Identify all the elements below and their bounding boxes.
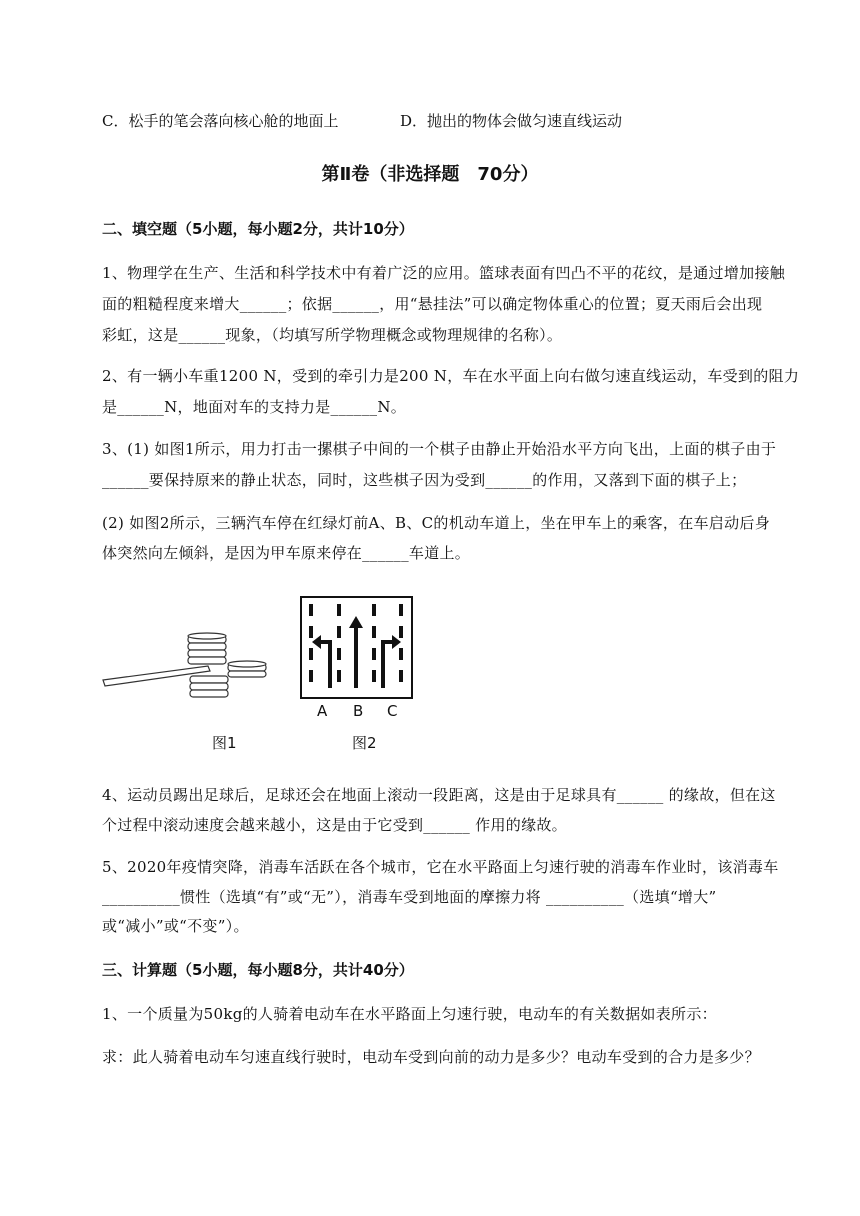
figure-2-caption: 图2 bbox=[352, 734, 377, 752]
figure-2-lanes bbox=[300, 596, 415, 702]
q4-line-2: 个过程中滚动速度会越来越小，这是由于它受到______ 作用的缘故。 bbox=[102, 816, 567, 834]
q5-line-2: __________惯性（选填“有”或“无”），消毒车受到地面的摩擦力将 __________（选填“增大” bbox=[102, 888, 717, 906]
q5-line-1: 5、2020年疫情突降，消毒车活跃在各个城市，它在水平路面上匀速行驶的消毒车作业时，该消毒车 bbox=[102, 858, 779, 876]
q2-line-1: 2、有一辆小车重1200 N，受到的牵引力是200 N，车在水平面上向右做匀速直线运动，车受到的阻力 bbox=[102, 367, 800, 385]
section-3-heading: 三、计算题（5小题，每小题8分，共计40分） bbox=[102, 961, 414, 979]
q3-part1-line-1: 3、(1) 如图1所示，用力打击一摞棋子中间的一个棋子由静止开始沿水平方向飞出，上面的棋子由于 bbox=[102, 440, 777, 458]
lane-label-a: A bbox=[317, 702, 328, 720]
option-c: C．松手的笔会落向核心舱的地面上 bbox=[102, 112, 339, 130]
q1-line-3: 彩虹，这是______现象，（均填写所学物理概念或物理规律的名称）。 bbox=[102, 326, 563, 344]
q5-line-3: 或“减小”或“不变”）。 bbox=[102, 917, 249, 935]
q3-part2-line-1: (2) 如图2所示，三辆汽车停在红绿灯前A、B、C的机动车道上，坐在甲车上的乘客，在车启动后身 bbox=[102, 514, 770, 532]
q3-part2-line-2: 体突然向左倾斜，是因为甲车原来停在______车道上。 bbox=[102, 544, 471, 562]
figure-1-caption: 图1 bbox=[212, 734, 237, 752]
option-d: D．抛出的物体会做匀速直线运动 bbox=[400, 112, 623, 130]
calc-q1-line-2: 求：此人骑着电动车匀速直线行驶时，电动车受到向前的动力是多少？电动车受到的合力是多少？ bbox=[102, 1048, 760, 1066]
figure-1-chess-stack bbox=[100, 628, 270, 708]
q3-part1-line-2: ______要保持原来的静止状态，同时，这些棋子因为受到______的作用，又落到下面的棋子上； bbox=[102, 471, 747, 489]
q1-line-2: 面的粗糙程度来增大______；依据______，用“悬挂法”可以确定物体重心的位置；夏天雨后会出现 bbox=[102, 295, 763, 313]
lane-label-c: C bbox=[387, 702, 398, 720]
q4-line-1: 4、运动员踢出足球后，足球还会在地面上滚动一段距离，这是由于足球具有______ 的缘故，但在这 bbox=[102, 786, 776, 804]
q2-line-2: 是______N，地面对车的支持力是______N。 bbox=[102, 398, 407, 416]
q1-line-1: 1、物理学在生产、生活和科学技术中有着广泛的应用。篮球表面有凹凸不平的花纹，是通过增加接触 bbox=[102, 264, 786, 282]
calc-q1-line-1: 1、一个质量为50kg的人骑着电动车在水平路面上匀速行驶，电动车的有关数据如表所示： bbox=[102, 1005, 717, 1023]
part-title: 第Ⅱ卷（非选择题 70分） bbox=[321, 164, 539, 185]
section-2-heading: 二、填空题（5小题，每小题2分，共计10分） bbox=[102, 220, 414, 238]
lane-label-b: B bbox=[353, 702, 364, 720]
